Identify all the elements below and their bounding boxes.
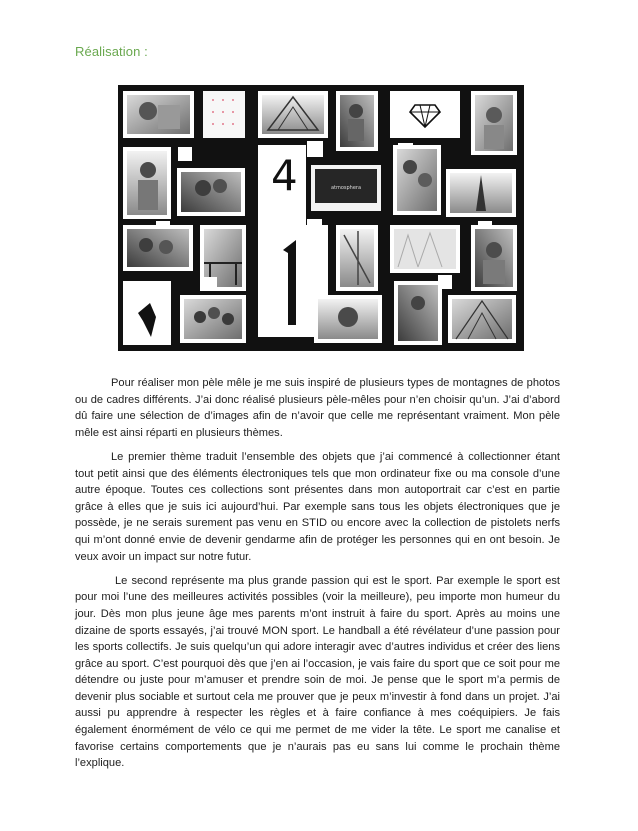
collage-number-4: 4 (271, 151, 298, 200)
section-heading: Réalisation : (75, 44, 148, 59)
paragraph-3: Le second représente ma plus grande passion qui est le sport. Par exemple le sport est pour moi l’une des meilleures activités possibles (voir la meilleure), peu importe mon humeur du jour. Dès mon plus jeune âge mes parents m’ont instruit à faire du sport. Après au moins une dizaine de sports essayés, j’ai trouvé MON sport. Le handball a été révélateur d’une passion pour les sports collectifs. Je suis quelqu’un qui adore interagir avec d’autres individus et créer des liens grâce au sport. C’est pourquoi dès que j’en ai l’occasion, je vais faire du sport que ce soit pour me détendre ou juste pour m’amuser et prendre soin de moi. Je pense que le sport m’a permis de devenir plus sociable et surtout cela me prouver que je peux m’investir à fond dans un projet. J’ai aussi pu apprendre à respecter les règles et à faire confiance à mes coéquipiers. Je fais également énormément de vélo ce qui me permet de me vider la tête. Le sport me canalise et favorise certains comportements que je n’aurais pas eu sans lui comme le prochain thème l’explique. (75, 574, 560, 770)
photo-collage-image (118, 85, 524, 351)
paragraph-2: Le premier thème traduit l’ensemble des objets que j’ai commencé à collectionner étant tout petit ainsi que des éléments électroniques tels que mon ordinateur fixe ou ma console d’une autre époque. Toutes ces collections sont présentes dans mon autoportrait car c’est en partie grâce à elles que je suis ici aujourd’hui. Par exemple sans tous les objets électroniques que je possède, je ne serais surement pas venu en STID ou encore avec la collection de pistolets nerfs qui m’ont donné envie de devenir gendarme afin de protéger les personnes qui en ont besoin. Je veux avoir un impact sur notre futur. (75, 450, 560, 563)
paragraph-1: Pour réaliser mon pèle mêle je me suis inspiré de plusieurs types de montagnes de photos ou de cadres différents. J’ai donc réalisé plusieurs pèle-mêles pour n’en choisir qu’un. J’ai d’abord dû faire une sélection de d’images afin de n’avoir que celle me représentant vraiment. Mon pèle mêle est ainsi réparti en plusieurs thèmes. (75, 377, 560, 439)
collage-frame (118, 85, 524, 351)
collage-brand-label: atmosphera (330, 185, 362, 191)
body-text (75, 375, 560, 779)
